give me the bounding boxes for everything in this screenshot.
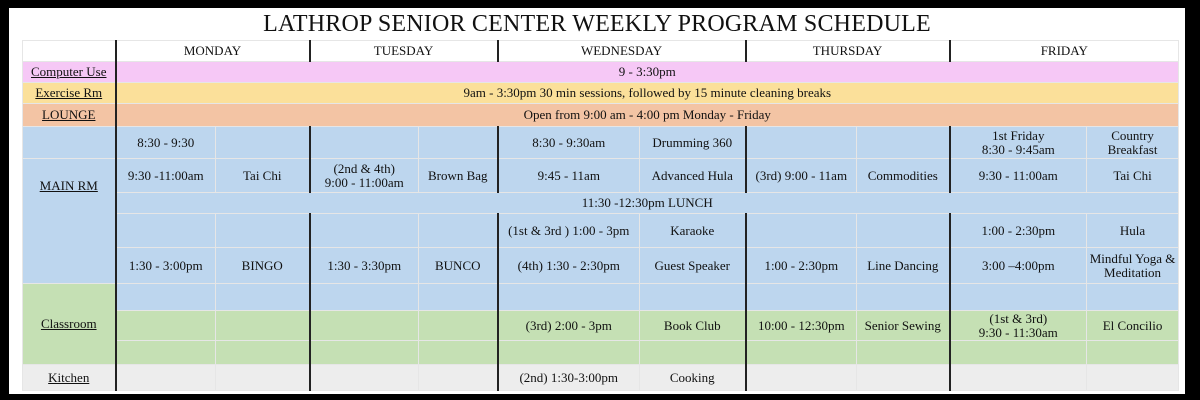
day-header-wednesday: WEDNESDAY xyxy=(498,41,746,62)
thu-event-cell xyxy=(857,341,950,365)
room-label-classroom: Classroom xyxy=(23,284,116,365)
fri-time-cell xyxy=(950,284,1087,311)
wed-event-cell: Advanced Hula xyxy=(640,159,746,193)
tue-time-cell: 1:30 - 3:30pm xyxy=(310,248,419,284)
tue-time-text: (2nd & 4th) 9:00 - 11:00am xyxy=(324,160,404,190)
classroom-row-3 xyxy=(23,341,1179,365)
tue-time-cell xyxy=(310,159,419,193)
wed-time-cell: 9:45 - 11am xyxy=(498,159,640,193)
wed-time-cell: (4th) 1:30 - 2:30pm xyxy=(498,248,640,284)
wed-time-cell: (2nd) 1:30-3:00pm xyxy=(498,365,640,391)
thu-event-cell: Line Dancing xyxy=(857,248,950,284)
thu-event-cell xyxy=(857,127,950,159)
fri-time-cell: 9:30 - 11:00am xyxy=(950,159,1087,193)
lounge-row xyxy=(23,104,1179,127)
computer-use-hours: 9 - 3:30pm xyxy=(116,62,1179,83)
day-header-friday: FRIDAY xyxy=(950,41,1179,62)
tue-event-cell: Brown Bag xyxy=(419,159,498,193)
day-header-thursday: THURSDAY xyxy=(746,41,950,62)
schedule-sheet xyxy=(9,8,1185,394)
fri-event-text: Mindful Yoga & Meditation xyxy=(1089,250,1176,280)
tue-time-cell xyxy=(310,341,419,365)
mon-time-cell xyxy=(116,365,216,391)
lunch-banner: 11:30 -12:30pm LUNCH xyxy=(116,193,1179,214)
fri-event-cell xyxy=(1087,365,1179,391)
thu-time-cell: (3rd) 9:00 - 11am xyxy=(746,159,857,193)
tue-event-cell xyxy=(419,214,498,248)
thu-event-cell xyxy=(857,365,950,391)
tue-time-cell xyxy=(310,214,419,248)
fri-time-cell xyxy=(950,127,1087,159)
classroom-row-2 xyxy=(23,311,1179,341)
mon-event-cell xyxy=(216,341,310,365)
fri-time-cell xyxy=(950,341,1087,365)
tue-time-cell xyxy=(310,365,419,391)
mon-event-cell xyxy=(216,311,310,341)
mon-time-cell: 1:30 - 3:00pm xyxy=(116,248,216,284)
thu-time-cell: 1:00 - 2:30pm xyxy=(746,248,857,284)
mon-time-cell xyxy=(116,284,216,311)
lounge-hours: Open from 9:00 am - 4:00 pm Monday - Friday xyxy=(116,104,1179,127)
wed-time-cell xyxy=(498,341,640,365)
mon-event-cell xyxy=(216,214,310,248)
wed-event-cell: Guest Speaker xyxy=(640,248,746,284)
tue-event-cell xyxy=(419,341,498,365)
thu-time-cell xyxy=(746,284,857,311)
thu-event-cell: Senior Sewing xyxy=(857,311,950,341)
fri-event-cell: Tai Chi xyxy=(1087,159,1179,193)
day-header-row xyxy=(23,41,1179,62)
exercise-row xyxy=(23,83,1179,104)
mon-time-cell: 9:30 -11:00am xyxy=(116,159,216,193)
mon-time-cell xyxy=(116,341,216,365)
page-title: LATHROP SENIOR CENTER WEEKLY PROGRAM SCHEDULE xyxy=(263,11,931,37)
mon-event-cell xyxy=(216,284,310,311)
wed-time-cell: 8:30 - 9:30am xyxy=(498,127,640,159)
wed-time-cell: (3rd) 2:00 - 3pm xyxy=(498,311,640,341)
wed-event-cell xyxy=(640,284,746,311)
main-rm-label-spacer-top xyxy=(23,127,116,159)
mon-event-cell xyxy=(216,365,310,391)
thu-time-cell xyxy=(746,365,857,391)
schedule-table xyxy=(22,40,1179,391)
thu-event-cell xyxy=(857,214,950,248)
day-header-tuesday: TUESDAY xyxy=(310,41,498,62)
mon-time-cell xyxy=(116,311,216,341)
mon-event-cell: BINGO xyxy=(216,248,310,284)
classroom-row-1 xyxy=(23,284,1179,311)
fri-time-text: 1st Friday 8:30 - 9:45am xyxy=(981,127,1055,157)
wed-time-cell xyxy=(498,284,640,311)
fri-event-cell xyxy=(1087,248,1179,284)
fri-event-cell xyxy=(1087,127,1179,159)
main-rm-row-2 xyxy=(23,159,1179,193)
main-rm-row-4 xyxy=(23,214,1179,248)
mon-event-cell: Tai Chi xyxy=(216,159,310,193)
wed-event-cell: Karaoke xyxy=(640,214,746,248)
fri-time-cell: 3:00 –4:00pm xyxy=(950,248,1087,284)
tue-time-cell xyxy=(310,284,419,311)
thu-event-cell xyxy=(857,284,950,311)
tue-time-cell xyxy=(310,311,419,341)
corner-cell xyxy=(23,41,116,62)
exercise-hours: 9am - 3:30pm 30 min sessions, followed by 15 minute cleaning breaks xyxy=(116,83,1179,104)
wed-event-cell: Book Club xyxy=(640,311,746,341)
tue-event-cell xyxy=(419,127,498,159)
thu-time-cell xyxy=(746,127,857,159)
tue-event-cell: BUNCO xyxy=(419,248,498,284)
thu-time-cell xyxy=(746,341,857,365)
mon-event-cell xyxy=(216,127,310,159)
fri-event-cell: El Concilio xyxy=(1087,311,1179,341)
tue-event-cell xyxy=(419,365,498,391)
room-label-main-rm: MAIN RM xyxy=(23,159,116,284)
fri-time-cell xyxy=(950,311,1087,341)
kitchen-row xyxy=(23,365,1179,391)
computer-use-row xyxy=(23,62,1179,83)
main-rm-row-5 xyxy=(23,248,1179,284)
tue-time-cell xyxy=(310,127,419,159)
thu-time-cell xyxy=(746,214,857,248)
mon-time-cell: 8:30 - 9:30 xyxy=(116,127,216,159)
fri-time-cell xyxy=(950,365,1087,391)
fri-event-cell xyxy=(1087,284,1179,311)
fri-time-cell: 1:00 - 2:30pm xyxy=(950,214,1087,248)
fri-event-text: Country Breakfast xyxy=(1107,127,1158,157)
fri-time-text: (1st & 3rd) 9:30 - 11:30am xyxy=(978,310,1058,340)
room-label-computer-use: Computer Use xyxy=(23,62,116,83)
tue-event-cell xyxy=(419,284,498,311)
wed-event-cell xyxy=(640,341,746,365)
day-header-monday: MONDAY xyxy=(116,41,310,62)
room-label-lounge: LOUNGE xyxy=(23,104,116,127)
wed-event-cell: Cooking xyxy=(640,365,746,391)
lunch-row xyxy=(23,193,1179,214)
room-label-exercise: Exercise Rm xyxy=(23,83,116,104)
fri-event-cell xyxy=(1087,341,1179,365)
main-rm-row-1 xyxy=(23,127,1179,159)
wed-time-cell: (1st & 3rd ) 1:00 - 3pm xyxy=(498,214,640,248)
fri-event-cell: Hula xyxy=(1087,214,1179,248)
thu-event-cell: Commodities xyxy=(857,159,950,193)
tue-event-cell xyxy=(419,311,498,341)
room-label-kitchen: Kitchen xyxy=(23,365,116,391)
mon-time-cell xyxy=(116,214,216,248)
wed-event-cell: Drumming 360 xyxy=(640,127,746,159)
thu-time-cell: 10:00 - 12:30pm xyxy=(746,311,857,341)
